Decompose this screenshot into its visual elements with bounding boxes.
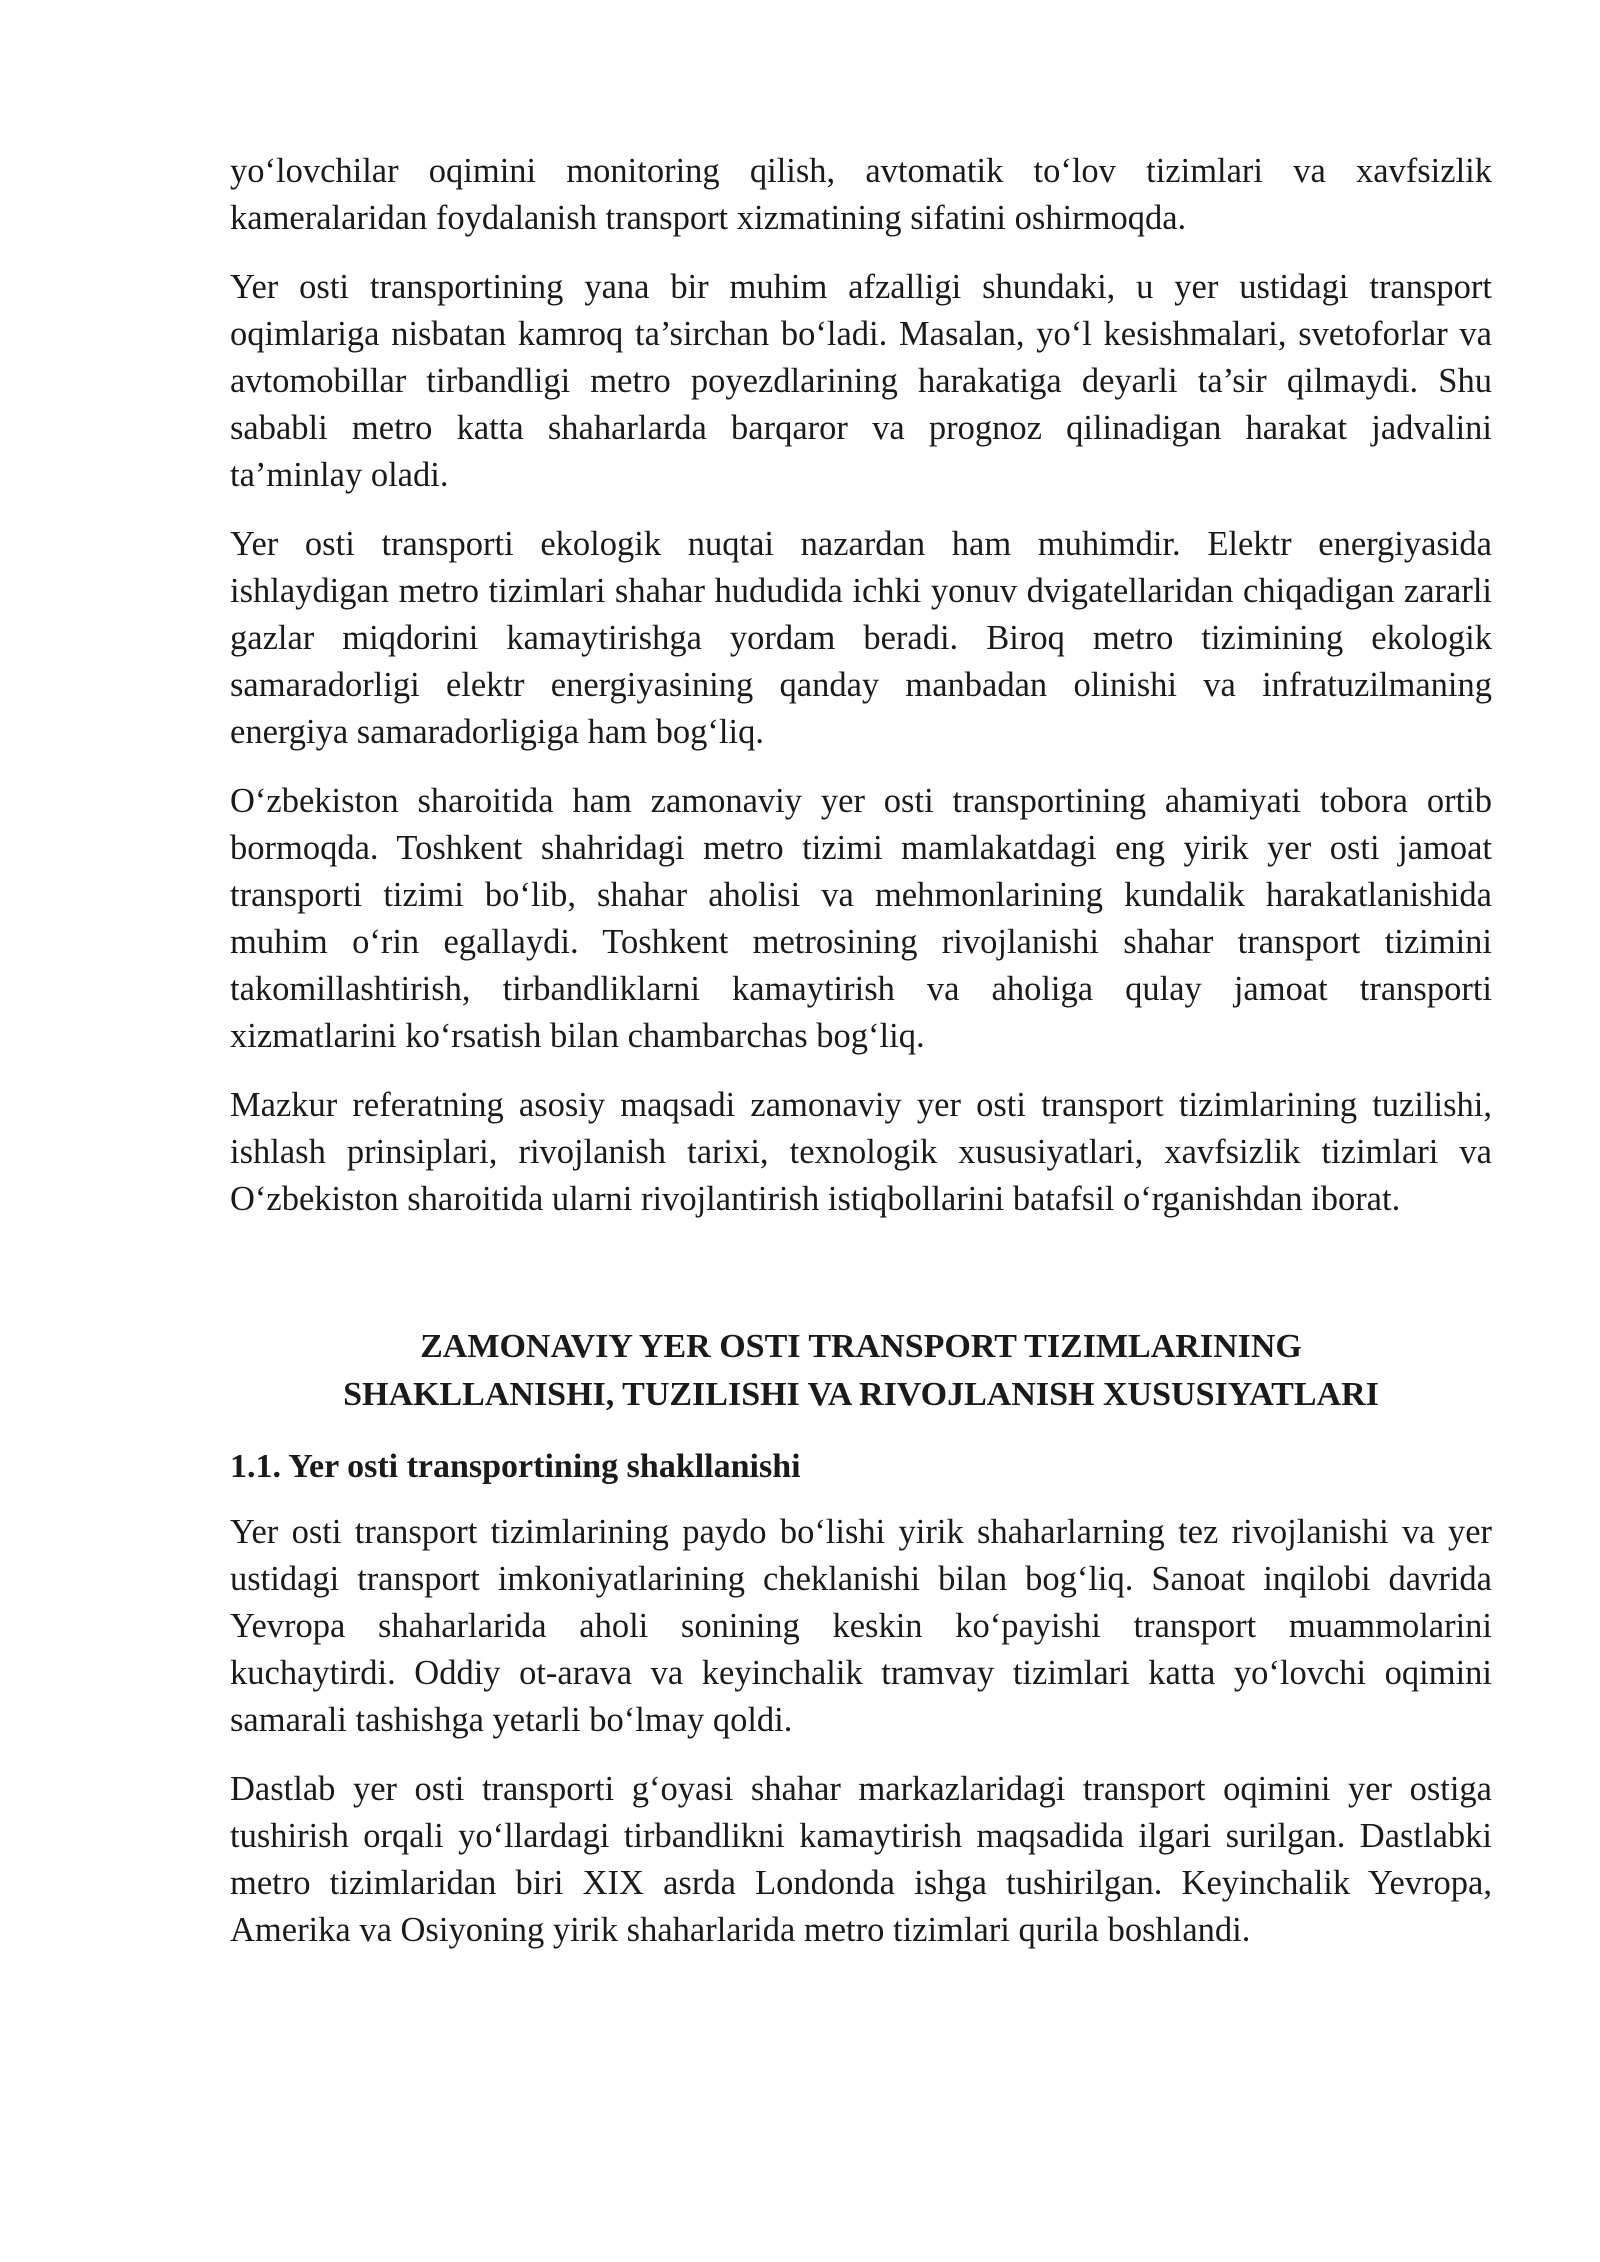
subsection-title: 1.1. Yer osti transportining shakllanishi xyxy=(230,1448,801,1485)
section-title xyxy=(230,1323,1492,1419)
paragraph-goal: Mazkur referatning asosiy maqsadi zamonaviy yer osti transport tizimlarining tuzilishi, ishlash prinsiplari, rivojlanish tarixi, texnologik xususiyatlari, xavfsizlik tizimlari va O‘zbekiston sharoitida ularni rivojlantirish istiqbollarini batafsil o‘rganishdan iborat. xyxy=(230,1086,1492,1218)
paragraph-uzbekistan: O‘zbekiston sharoitida ham zamonaviy yer osti transportining ahamiyati tobora ortib bormoqda. Toshkent shahridagi metro tizimi mamlakatdagi eng yirik yer osti jamoat transporti tizimi bo‘lib, shahar aholisi va mehmonlarining kundalik harakatlanishida muhim o‘rin egallaydi. Toshkent metrosining rivojlanishi shahar transport tizimini takomillashtirish, tirbandliklarni kamaytirish va aholiga qulay jamoat transporti xizmatlarini ko‘rsatish bilan chambarchas bog‘liq. xyxy=(230,782,1492,1055)
paragraph-ecology: Yer osti transporti ekologik nuqtai nazardan ham muhimdir. Elektr energiyasida ishlaydigan metro tizimlari shahar hududida ichki yonuv dvigatellaridan chiqadigan zararli gazlar miqdorini kamaytirishga yordam beradi. Biroq metro tizimining ekologik samaradorligi elektr energiyasining qanday manbadan olinishi va infratuzilmaning energiya samaradorligiga ham bog‘liq. xyxy=(230,525,1492,751)
paragraph-origin: Yer osti transport tizimlarining paydo bo‘lishi yirik shaharlarning tez rivojlanishi va yer ustidagi transport imkoniyatlarining cheklanishi bilan bog‘liq. Sanoat inqilobi davrida Yevropa shaharlarida aholi sonining keskin ko‘payishi transport muammolarini kuchaytirdi. Oddiy ot-arava va keyinchalik tramvay tizimlari katta yo‘lovchi oqimini samarali tashishga yetarli bo‘lmay qoldi. xyxy=(230,1513,1492,1739)
section-title-line-2: SHAKLLANISHI, TUZILISHI VA RIVOJLANISH XUSUSIYATLARI xyxy=(343,1376,1379,1413)
paragraph-history: Dastlab yer osti transporti g‘oyasi shahar markazlaridagi transport oqimini yer ostiga tushirish orqali yo‘llardagi tirbandlikni kamaytirish maqsadida ilgari surilgan. Dastlabki metro tizimlaridan biri XIX asrda Londonda ishga tushirilgan. Keyinchalik Yevropa, Amerika va Osiyoning yirik shaharlarida metro tizimlari qurila boshlandi. xyxy=(230,1770,1492,1949)
section-title-line-1: ZAMONAVIY YER OSTI TRANSPORT TIZIMLARINING xyxy=(420,1328,1302,1365)
paragraph-advantage: Yer osti transportining yana bir muhim afzalligi shundaki, u yer ustidagi transport oqimlariga nisbatan kamroq ta’sirchan bo‘ladi. Masalan, yo‘l kesishmalari, svetoforlar va avtomobillar tirbandligi metro poyezdlarining harakatiga deyarli ta’sir qilmaydi. Shu sababli metro katta shaharlarda barqaror va prognoz qilinadigan harakat jadvalini ta’minlay oladi. xyxy=(230,268,1492,494)
paragraph-monitoring: yo‘lovchilar oqimini monitoring qilish, avtomatik to‘lov tizimlari va xavfsizlik kameralaridan foydalanish transport xizmatining sifatini oshirmoqda. xyxy=(230,152,1492,237)
document-page xyxy=(230,148,1492,1976)
